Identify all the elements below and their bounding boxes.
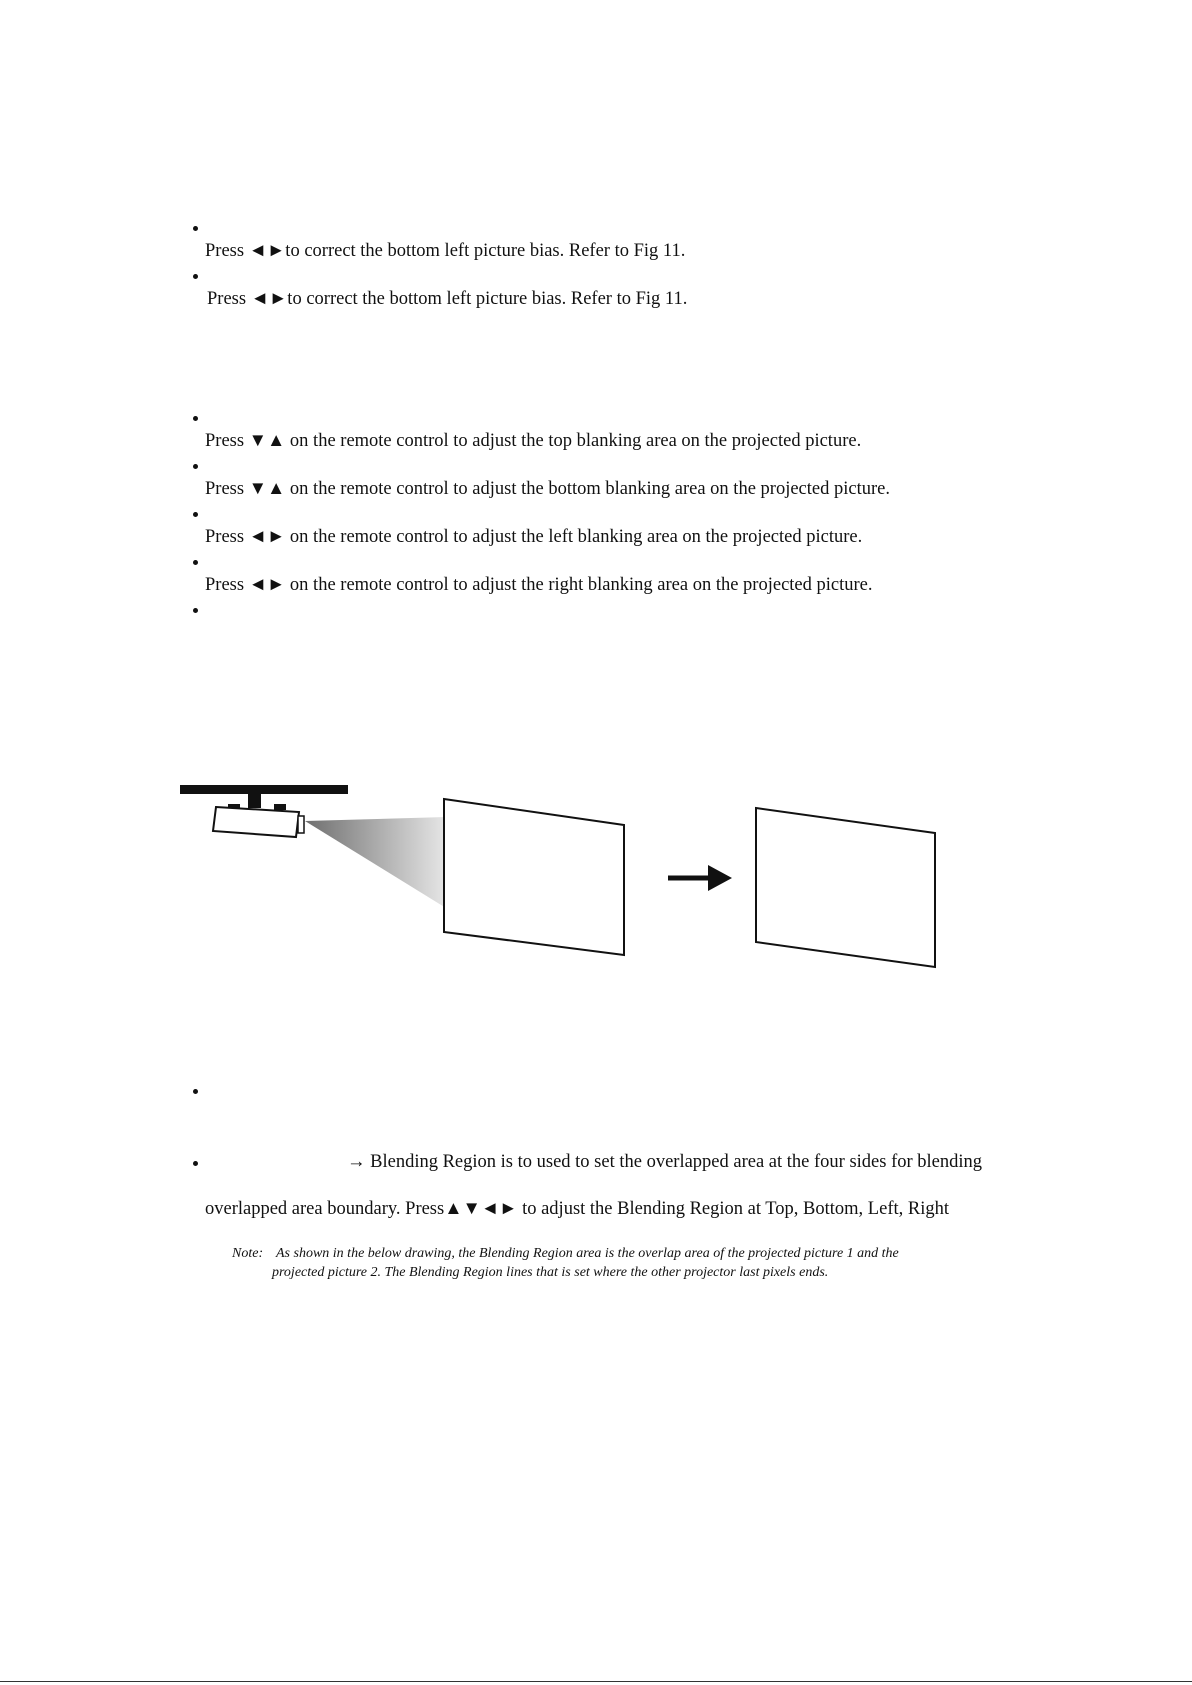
bullet [193, 464, 198, 469]
right-arrow-icon [668, 865, 732, 891]
keystone-figure [0, 760, 1192, 1020]
instruction-text: Press ▼▲ on the remote control to adjust the bottom blanking area on the projected picture. [205, 479, 890, 499]
blending-region-text: overlapped area boundary. Press▲▼◄► to adjust the Blending Region at Top, Bottom, Left, Right [205, 1199, 949, 1219]
note-text: projected picture 2. The Blending Region lines that is set where the other projector last pixels ends. [272, 1265, 829, 1280]
bullet [193, 1089, 198, 1094]
bullet [193, 1161, 198, 1166]
bullet [193, 274, 198, 279]
bullet [193, 560, 198, 565]
bullet [193, 512, 198, 517]
note-label: Note: [232, 1246, 264, 1261]
corrected-projected-picture [756, 808, 935, 967]
instruction-text: Press ◄►to correct the bottom left picture bias. Refer to Fig 11. [207, 289, 688, 309]
projection-beam [305, 817, 446, 908]
instruction-text: Press ◄►to correct the bottom left picture bias. Refer to Fig 11. [205, 241, 686, 261]
note-text: As shown in the below drawing, the Blending Region area is the overlap area of the projected picture 1 and the [276, 1246, 899, 1261]
skewed-projected-picture [444, 799, 624, 955]
bullet [193, 226, 198, 231]
instruction-text: Press ◄► on the remote control to adjust the left blanking area on the projected picture. [205, 527, 863, 547]
instruction-text: Press ▼▲ on the remote control to adjust the top blanking area on the projected picture. [205, 431, 862, 451]
page-bottom-rule [0, 1681, 1192, 1682]
bullet [193, 416, 198, 421]
instruction-text: Press ◄► on the remote control to adjust the right blanking area on the projected picture. [205, 575, 873, 595]
bullet [193, 608, 198, 613]
blending-region-text: → Blending Region is to used to set the overlapped area at the four sides for blending [347, 1152, 983, 1172]
